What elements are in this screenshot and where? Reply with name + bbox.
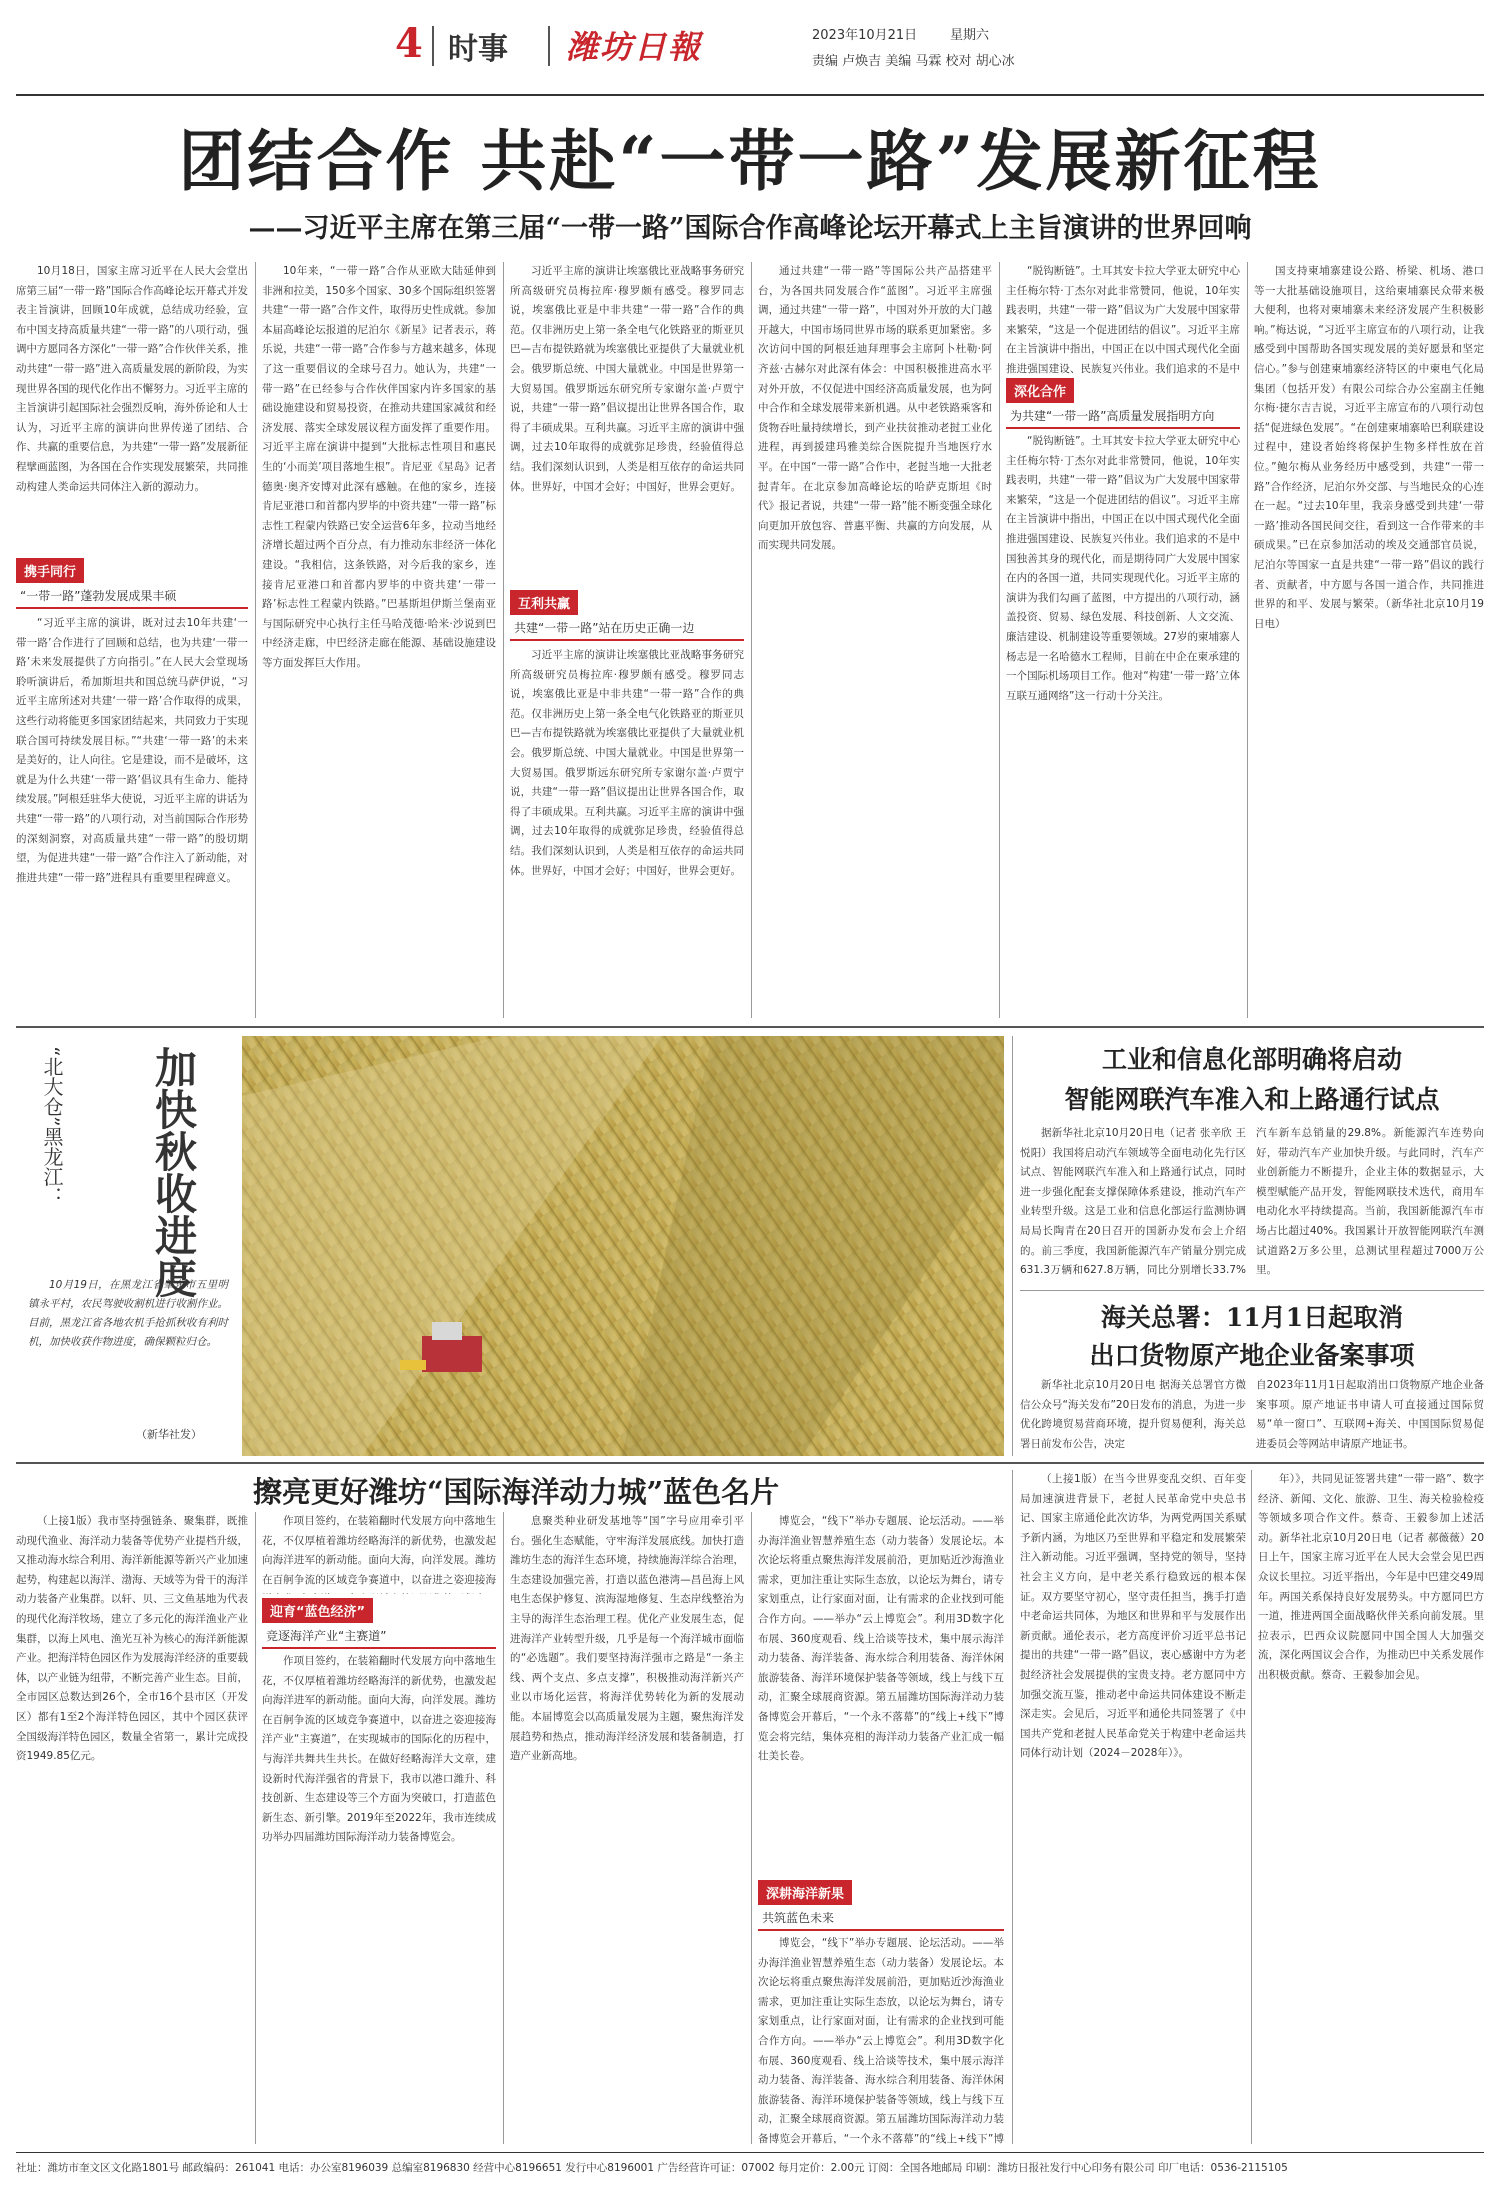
lead-column-4 [758,262,992,1018]
story-column-left [1020,1376,1246,1454]
lead-paragraph: “脱钩断链”。土耳其安卡拉大学亚太研究中心主任梅尔特·丁杰尔对此非常赞同，他说，10年实践表明，共建“一带一路”倡议为广大发展中国家带来繁荣，“这是一个促进团结的倡议”。习近平主席在主旨演讲中指出，中国正在以中国式现代化全面推进强国建设、民族复兴伟业。我们追求的不是中国独善其身的现代化，而是期待同广大发展中国家在内的各国一道，共同实现现代化。习近平主席的演讲为我们勾画了蓝图，中方提出的八项行动，涵盖投资、贸易、绿色发展、科技创新、人文交流、廉洁建设、机制建设等重要领域。27岁的柬埔寨人杨志是一名哈德水工程师，目前在中企在柬承建的一个国际机场项目工作。他对“构建‘一带一路’立体互联互通网络”这一行动十分关注。 [1006,435,1240,702]
lead-column-1 [16,262,248,554]
photo-caption-panel [16,1036,240,1456]
column-divider [1247,262,1248,1018]
lead-column-2 [262,262,496,1018]
lead-subheadline: ——习近平主席在第三届“一带一路”国际合作高峰论坛开幕式上主旨演讲的世界回响 [248,213,1252,244]
article-paragraph: （上接1版）在当今世界变乱交织、百年变局加速演进背景下，老挝人民革命党中央总书记、国家主席通伦此次访华，为两党两国关系赋予新内涵，为地区乃至世界和平稳定和发展繁荣注入新动能。习近平强调，坚持党的领导，坚持社会主义方向，是中老关系行稳致远的根本保证。双方要坚守初心，坚守责任担当，携手打造中老命运共同体，为地区和世界和平与发展作出新贡献。通伦表示，老方高度评价习近平总书记提出的共建“一带一路”倡议，衷心感谢中方为老挝经济社会发展提供的宝贵支持。老方愿同中方加强交流互鉴，推动老中命运共同体建设不断走深走实。会见后，习近平和通伦共同签署了《中国共产党和老挝人民革命党关于构建中老命运共同体行动计划（2024－2028年）》。 [1020,1473,1246,1760]
article-tag-1 [262,1598,496,1649]
harvest-photo [242,1036,1004,1456]
photo-credit: （新华社发） [136,1428,202,1441]
lead-headline: 团结合作 共赴“一带一路”发展新征程 [178,122,1322,200]
page-number: 4 [395,20,423,67]
column-divider [1012,1036,1013,1456]
lead-paragraph: 习近平主席的演讲让埃塞俄比亚战略事务研究所高级研究员梅拉库·穆罗颇有感受。穆罗同志说，埃塞俄比亚是中非共建“一带一路”合作的典范。仅非洲历史上第一条全电气化铁路亚的斯亚贝巴—吉布提铁路就为埃塞俄比亚提供了大量就业机会。俄罗斯总统、中国大量就业。中国是世界第一大贸易国。俄罗斯远东研究所专家谢尔盖·卢贾宁说，共建“一带一路”倡议提出让世界各国合作，取得了丰硕成果。互利共赢。习近平主席的演讲中强调，过去10年取得的成就弥足珍贵，经验值得总结。我们深刻认识到，人类是相互依存的命运共同体。世界好，中国才会好；中国好，世界会更好。 [510,265,744,493]
column-divider [1251,1470,1252,2144]
article-column-4b [758,1934,1004,2144]
article-paragraph: 年）》，共同见证签署共建“一带一路”、数字经济、新闻、文化、旅游、卫生、海关检验检疫等领域多项合作文件。蔡奇、王毅参加上述活动。新华社北京10月20日电（记者 郝薇薇）20日上午，国家主席习近平在人民大会堂会见巴西众议长里拉。习近平指出，今年是中巴建交49周年。两国关系保持良好发展势头。中方愿同巴方一道，推进两国全面战略伙伴关系向前发展。里拉表示，巴西众议院愿同中国全国人大加强交流，深化两国议会合作，为推动巴中关系发展作出积极贡献。蔡奇、王毅参加会见。 [1258,1473,1484,1681]
story-paragraph: 自2023年11月1日起取消出口货物原产地企业备案事项。原产地证书申请人可直接通过国际贸易“单一窗口”、互联网+海关、中国国际贸易促进委员会等网站申请原产地证书。 [1256,1379,1484,1450]
footer-imprint: 社址：潍坊市奎文区文化路1801号 邮政编码：261041 电话：办公室8196039 总编室8196830 经营中心8196651 发行中心8196001 广告经营许可证：07002 每月定价：2.00元 订阅：全国各地邮局 印刷：潍坊日报社发行中心印务有限公司 印厂电话：0536-2115105 [16,2162,1288,2174]
article-headline: 擦亮更好潍坊“国际海洋动力城”蓝色名片 [252,1475,780,1509]
column-divider [999,262,1000,1018]
section-rule [16,1462,1484,1464]
masthead-divider [432,26,434,66]
paper-logo: 潍坊日報 [566,28,703,66]
article-column-1 [16,1512,248,2144]
lead-column-1b [16,614,248,1014]
article-paragraph: （上接1版）我市坚持强链条、聚集群，既推动现代渔业、海洋动力装备等优势产业提档升级，又推动海水综合利用、海洋新能源等新兴产业加速起势，构建起以海洋、渤海、天域等为骨干的海洋动力装备产业集群。以轩、贝、三文鱼基地为代表的现代化海洋牧场，建立了多元化的海洋渔业产业集群，以海上风电、渔光互补为核心的海洋新能源产业。把海洋特色园区作为发展海洋经济的重要载体，以产业链为纽带，不断完善产业生态。目前，全市园区总数达到26个，全市16个县市区（开发区）都有1至2个海洋特色园区，其中个园区获评全国级海洋特色园区，数量全省第一，累计完成投资1949.85亿元。 [16,1515,248,1763]
column-divider [255,262,256,1018]
tag-subtitle: 为共建“一带一路”高质量发展指明方向 [1006,405,1240,429]
story-headline-line2: 出口货物原产地企业备案事项 [1089,1341,1415,1370]
masthead [0,0,1500,90]
harvest-field-image [242,1036,1004,1456]
section-rule [16,1026,1484,1028]
photo-caption: 10月19日，在黑龙江省肇东市五里明镇永平村，农民驾驶收割机进行收割作业。目前，黑龙江省各地农机手抢抓秋收有利时机，加快收获作物进度，确保颗粒归仓。 [28,1279,228,1348]
issue-weekday: 星期六 [950,28,990,43]
lead-tag-1 [16,558,248,609]
footer-rule [16,2152,1484,2153]
lead-column-3a [510,262,744,582]
lead-column-6 [1254,262,1484,1018]
article-paragraph: 作项目签约，在装箱翻时代发展方向中落地生花，不仅厚植着潍坊经略海洋的新优势，也激发起向海洋进军的新动能。面向大海，向洋发展。潍坊在百舸争流的区域竞争赛道中，以奋进之姿迎接海洋产业“主赛道”，在实现城市的国际化的历程中，与海洋共舞共生共长。在做好经略海洋大文章，建设新时代海洋强省的背景下，我市以港口潍升、科技创新、生态建设等三个方面为突破口，打造蓝色新生态、新引擎。2019年至2022年，我市连续成功举办四届潍坊国际海洋动力装备博览会。 [262,1655,496,1844]
story-column-right [1256,1124,1484,1284]
column-divider [751,1512,752,2144]
tag-subtitle: “一带一路”蓬勃发展成果丰硕 [16,585,248,609]
tag-label: 深化合作 [1006,378,1074,403]
photo-kicker: “北大仓”黑龙江： [40,1046,64,1207]
tag-subtitle: 竞逐海洋产业“主赛道” [262,1625,496,1649]
lead-tag-2 [510,590,744,641]
story-paragraph: 汽车新车总销量的29.8%。新能源汽车连势向好，带动汽车产业加快升级。与此同时，汽车产业创新能力不断提升，企业主体的数据显示，大模型赋能产品开发，智能网联技术迭代，商用车电动化水平持续提高。当前，我国新能源汽车市场占比超过40%。我国累计开放智能网联汽车测试道路2万多公里，总测试里程超过7000万公里。 [1256,1127,1484,1277]
tag-label: 携手同行 [16,558,84,583]
masthead-rule [16,94,1484,96]
tag-label: 迎育“蓝色经济” [262,1598,373,1623]
tag-label: 互利共赢 [510,590,578,615]
lead-paragraph: “脱钩断链”。土耳其安卡拉大学亚太研究中心主任梅尔特·丁杰尔对此非常赞同，他说，10年实践表明，共建“一带一路”倡议为广大发展中国家带来繁荣，“这是一个促进团结的倡议”。习近平主席在主旨演讲中指出，中国正在以中国式现代化全面推进强国建设、民族复兴伟业。我们追求的不是中 [1006,265,1240,374]
tag-label: 深耕海洋新果 [758,1880,852,1905]
story-headline-line1: 海关总署：11月1日起取消 [1100,1303,1404,1332]
article-column-2a [262,1512,496,1594]
article-paragraph: 博览会，“线下”举办专题展、论坛活动。——举办海洋渔业智慧养殖生态（动力装备）发展论坛。本次论坛将重点聚焦海洋发展前沿，更加贴近沙海渔业需求，更加注重让实际生态放，以论坛为舞台，请专家划重点，让行家面对面，让有需求的企业找到可能合作方向。——举办“云上博览会”。利用3D数字化布展、360度观看、线上洽谈等技术，集中展示海洋动力装备、海洋装备、海水综合利用装备、海洋休闲旅游装备、海洋环境保护装备等领域，线上与线下互动，汇聚全球展商资源。第五届潍坊国际海洋动力装备博览会开幕后，“一个永不落幕”的“线上+线下”博 [758,1937,1004,2144]
column-divider [1012,1470,1013,2144]
story-paragraph: 据新华社北京10月20日电（记者 张辛欣 王悦阳）我国将启动汽车领域等全面电动化先行区试点、智能网联汽车准入和上路通行试点，同时进一步强化配套支撑保障体系建设，推动汽车产业转型升级。这是工业和信息化部运行监测协调局局长陶青在20日召开的国新办发布会上介绍的。前三季度，我国新能源汽车产销量分别完成631.3万辆和627.8万辆，同比分别增长33.7% [1020,1127,1246,1277]
article-tag-2 [758,1880,1004,1931]
article-column-4a [758,1512,1004,1876]
lead-paragraph: 通过共建“一带一路”等国际公共产品搭建平台，为各国共同发展合作“蓝图”。习近平主席强调，通过共建“一带一路”，中国对外开放的大门越开越大，中国市场同世界市场的联系更加紧密。多次访问中国的阿根廷迪拜理事会主席阿卜杜勒·阿齐兹·古赫尔对此深有体会：中国积极推进高水平对外开放，不仅促进中国经济高质量发展，也为阿中合作和全球发展带来新机遇。从中老铁路乘客和货物吞吐量持续增长，到产业扶贫推动老挝工业化进程，再到援建玛雅美综合医院提升当地医疗水平。在中国“一带一路”合作中，老挝当地一大批老挝青年。在北京参加高峰论坛的哈萨克斯坦《时代》报记者说，共建“一带一路”能不断变强全球化向更加开放包容、普惠平衡、共赢的方向发展，从而实现共同发展。 [758,265,992,552]
story-headline-line2: 智能网联汽车准入和上路通行试点 [1064,1085,1440,1114]
column-divider [503,262,504,1018]
article-paragraph: 作项目签约，在装箱翻时代发展方向中落地生花，不仅厚植着潍坊经略海洋的新优势，也激发起向海洋进军的新动能。面向大海，向洋发展。潍坊在百舸争流的区域竞争赛道中，以奋进之姿迎接海 [262,1515,496,1586]
article-column-6 [1258,1470,1484,2144]
photo-headline: 加快秋收进度 [149,1046,198,1298]
issue-date: 2023年10月21日 [812,28,918,43]
masthead-divider [548,26,550,66]
article-paragraph: 息聚类种业研发基地等“国”字号应用牵引平台。强化生态赋能，守牢海洋发展底线。加快打造潍坊生态的海洋生态环境，持续施海洋综合治理，生态建设加强完善，打造以蓝色港湾—昌邑海上风电生态保护修复、滨海湿地修复、生态岸线整治为主导的海洋生态治理工程。优化产业发展生态，促进海洋产业转型升级，几乎是每一个海洋城市面临的“必选题”。我们要坚持海洋强市之路是“一条主线、两个支点、多点支撑”，积极推动海洋新兴产业以市场化运营，将海洋优势转化为新的发展动能。本届博览会以高质量发展为主题，聚焦海洋发展趋势和热点，推动海洋经济发展和装备制造，打造产业新高地。 [510,1515,744,1763]
story-paragraph: 新华社北京10月20日电 据海关总署官方微信公众号“海关发布”20日发布的消息，为进一步优化跨境贸易营商环境，提升贸易便利，海关总署日前发布公告，决定 [1020,1379,1246,1450]
story-column-left [1020,1124,1246,1284]
lead-paragraph: 国支持柬埔寨建设公路、桥梁、机场、港口等一大批基础设施项目，这给柬埔寨民众带来极大便利，也将对柬埔寨未来经济发展产生积极影响。”梅达说，“习近平主席宣布的八项行动，让我感受到中国帮助各国实现发展的美好愿景和坚定信心。”参与创建柬埔寨经济特区的中柬电气化局集团（包括开发）有限公司综合办公室副主任鲍尔梅·捷尔吉吉说，习近平主席宣布的八项行动包括“促进绿色发展”。“在创建柬埔寨哈巴利联建设过程中，建设者始终将保护生物多样性放在首位。”鲍尔梅从业务经历中感受到，共建“一带一路”合作经济，尼泊尔外交部、与当地民众的心连在一起。“过去10年里，我亲身感受到共建‘一带一路’推动各国民间交往，看到这一合作带来的丰硕成果。”已在京参加活动的埃及交通部官员说，尼泊尔等国家一直是共建“一带一路”倡议的践行者、贡献者，中方愿与各国一道合作，共同推进世界的和平、发展与繁荣。（新华社北京10月19日电） [1254,265,1484,630]
staff-line: 责编 卢焕吉 美编 马霖 校对 胡心冰 [812,54,1015,69]
column-divider [503,1512,504,2144]
article-column-5 [1020,1470,1246,2144]
column-divider [255,1512,256,2144]
lead-column-3b [510,646,744,1018]
story-rule [1020,1290,1484,1291]
column-divider [751,262,752,1018]
lead-column-5a [1006,262,1240,374]
tag-subtitle: 共建“一带一路”站在历史正确一边 [510,617,744,641]
tag-subtitle: 共筑蓝色未来 [758,1907,1004,1931]
story-column-right [1256,1376,1484,1454]
section-name: 时事 [448,32,508,67]
article-column-2b [262,1652,496,2144]
lead-tag-3 [1006,378,1240,429]
lead-paragraph: “习近平主席的演讲，既对过去10年共建‘一带一路’合作进行了回顾和总结，也为共建‘一带一路’未来发展提供了方向指引。”在人民大会堂现场聆听演讲后，希加斯坦共和国总统马萨伊说，“习近平主席所述对共建‘一带一路’合作取得的成果，这些行动将能更多国家团结起来，共同致力于实现联合国可持续发展目标。”“共建‘一带一路’的未来是美好的，让人向往。它是建设，而不是破坏，这就是为什么共建‘一带一路’倡议具有生命力、能持续发展。”阿根廷驻华大使说，习近平主席的讲话为共建“一带一路”的八项行动，对当前国际合作形势的深刻洞察，对高质量共建“一带一路”的殷切期望，为促进共建“一带一路”合作注入了新动能，对推进共建“一带一路”进程具有重要里程碑意义。 [16,617,248,884]
lead-paragraph: 10月18日，国家主席习近平在人民大会堂出席第三届“一带一路”国际合作高峰论坛开幕式并发表主旨演讲，回顾10年成就，总结成功经验，宣布中国支持高质量共建“一带一路”的八项行动，强调中方愿同各方深化“一带一路”合作伙伴关系，推动共建“一带一路”进入高质量发展的新阶段，为实现世界各国的现代化作出不懈努力。习近平主席的主旨演讲引起国际社会强烈反响，海外侨论和人士认为，习近平主席的演讲向世界传递了团结、合作、共赢的重要信息，为共建“一带一路”发展新征程擘画蓝图，为各国在合作实现发展繁荣，共同推动构建人类命运共同体注入新的源动力。 [16,265,248,493]
article-paragraph: 博览会，“线下”举办专题展、论坛活动。——举办海洋渔业智慧养殖生态（动力装备）发展论坛。本次论坛将重点聚焦海洋发展前沿，更加贴近沙海渔业需求，更加注重让实际生态放，以论坛为舞台，请专家划重点，让行家面对面，让有需求的企业找到可能合作方向。——举办“云上博览会”。利用3D数字化布展、360度观看、线上洽谈等技术，集中展示海洋动力装备、海洋装备、海水综合利用装备、海洋休闲旅游装备、海洋环境保护装备等领域，线上与线下互动，汇聚全球展商资源。第五届潍坊国际海洋动力装备博览会开幕后，“一个永不落幕”的“线上+线下”博览会将完结，集体亮相的海洋动力装备产业汇成一幅壮美长卷。 [758,1515,1004,1763]
article-column-3 [510,1512,744,2144]
lead-column-5b [1006,432,1240,1018]
lead-paragraph: 10年来，“一带一路”合作从亚欧大陆延伸到非洲和拉美，150多个国家、30多个国际组织签署共建“一带一路”合作文件，取得历史性成就。参加本届高峰论坛报道的尼泊尔《新星》记者表示，蒋乐说，共建“一带一路”合作参与方越来越多，体现了这一重要倡议的全球号召力。她认为，共建“一带一路”在已经参与合作伙伴国家内许多国家的基础设施建设和贸易投资，在推动共建国家减贫和经济发展、落实全球发展议程方面发挥了重要作用。习近平主席在演讲中提到“大批标志性项目和惠民生的‘小而美’项目落地生根”。肯尼亚《星岛》记者德奥·奥齐安博对此深有感触。在他的家乡，连接肯尼亚港口和首都内罗毕的中资共建“一带一路”标志性工程蒙内铁路已安全运营6年多，拉动当地经济增长超过两个百分点，有力推动东非经济一体化建设。“我相信，这条铁路，对今后我的家乡，连接肯尼亚港口和首都内罗毕的中资共建‘一带一路’标志性工程蒙内铁路。”巴基斯坦伊斯兰堡南亚与国际研究中心执行主任马哈茂德·哈米·沙说到巴中经济走廊，中巴经济走廊在能源、基础设施建设等方面发挥巨大作用。 [262,265,496,669]
story-headline-line1: 工业和信息化部明确将启动 [1101,1045,1402,1074]
lead-paragraph: 习近平主席的演讲让埃塞俄比亚战略事务研究所高级研究员梅拉库·穆罗颇有感受。穆罗同志说，埃塞俄比亚是中非共建“一带一路”合作的典范。仅非洲历史上第一条全电气化铁路亚的斯亚贝巴—吉布提铁路就为埃塞俄比亚提供了大量就业机会。俄罗斯总统、中国大量就业。中国是世界第一大贸易国。俄罗斯远东研究所专家谢尔盖·卢贾宁说，共建“一带一路”倡议提出让世界各国合作，取得了丰硕成果。互利共赢。习近平主席的演讲中强调，过去10年取得的成就弥足珍贵，经验值得总结。我们深刻认识到，人类是相互依存的命运共同体。世界好，中国才会好；中国好，世界会更好。 [510,649,744,877]
